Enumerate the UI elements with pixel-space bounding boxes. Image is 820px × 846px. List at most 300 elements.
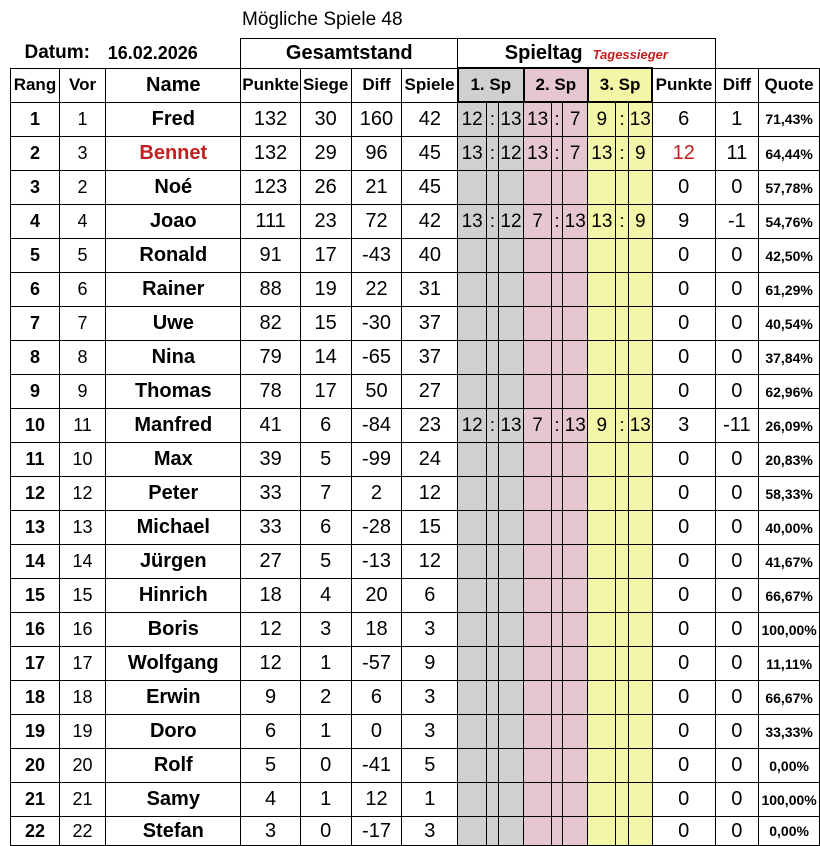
tag-diff-cell: 0	[715, 239, 759, 273]
game3-colon	[616, 477, 628, 511]
tag-punkte-cell: 0	[652, 817, 715, 846]
rang-cell: 17	[11, 647, 60, 681]
quote-cell: 0,00%	[759, 749, 820, 783]
quote-cell: 66,67%	[759, 579, 820, 613]
game1-score-opp: 12	[498, 205, 524, 239]
tag-punkte-cell: 12	[652, 137, 715, 171]
table-row	[11, 715, 820, 749]
tag-diff-cell: 0	[715, 375, 759, 409]
game2-score-opp	[563, 783, 588, 817]
rang-cell: 14	[11, 545, 60, 579]
vor-cell: 14	[59, 545, 105, 579]
game1-score-opp	[498, 341, 524, 375]
player-name: Rolf	[106, 749, 241, 783]
spiele-cell: 27	[402, 375, 458, 409]
diff-cell: 21	[351, 171, 402, 205]
tag-punkte-cell: 0	[652, 715, 715, 749]
vor-cell: 7	[59, 307, 105, 341]
game3-colon: :	[616, 205, 628, 239]
game1-colon	[487, 171, 498, 205]
tag-punkte-cell: 0	[652, 647, 715, 681]
game2-score-opp: 13	[563, 205, 588, 239]
game1-score-opp	[498, 817, 524, 846]
game1-colon	[487, 545, 498, 579]
table-row	[11, 409, 820, 443]
player-name: Max	[106, 443, 241, 477]
game2-colon: :	[551, 137, 562, 171]
diff-cell: -41	[351, 749, 402, 783]
game1-score-own	[458, 341, 487, 375]
tag-punkte-cell: 0	[652, 579, 715, 613]
tag-diff-cell: 0	[715, 511, 759, 545]
game1-colon	[487, 647, 498, 681]
game1-colon	[487, 477, 498, 511]
game2-score-own	[524, 545, 551, 579]
vor-cell: 12	[59, 477, 105, 511]
game3-score-own: 13	[588, 137, 616, 171]
game2-score-opp	[563, 715, 588, 749]
rang-cell: 4	[11, 205, 60, 239]
game3-score-own: 13	[588, 205, 616, 239]
vor-cell: 9	[59, 375, 105, 409]
tag-punkte-cell: 0	[652, 239, 715, 273]
spiele-cell: 45	[402, 137, 458, 171]
tag-diff-cell: 0	[715, 579, 759, 613]
punkte-cell: 111	[241, 205, 300, 239]
sheet-title: Mögliche Spiele 48	[242, 9, 403, 30]
tag-punkte-cell: 0	[652, 783, 715, 817]
game1-score-own	[458, 307, 487, 341]
siege-cell: 30	[300, 102, 351, 137]
game3-score-own	[588, 613, 616, 647]
punkte-cell: 132	[241, 137, 300, 171]
game1-score-opp	[498, 171, 524, 205]
game2-score-own	[524, 715, 551, 749]
game3-score-opp	[628, 783, 652, 817]
tag-punkte-cell: 9	[652, 205, 715, 239]
tag-punkte-cell: 0	[652, 749, 715, 783]
quote-cell: 71,43%	[759, 102, 820, 137]
game3-score-own	[588, 273, 616, 307]
quote-cell: 100,00%	[759, 783, 820, 817]
punkte-cell: 6	[241, 715, 300, 749]
game3-colon	[616, 613, 628, 647]
punkte-cell: 91	[241, 239, 300, 273]
tag-punkte-cell: 0	[652, 613, 715, 647]
game1-score-own	[458, 545, 487, 579]
game2-score-opp	[563, 579, 588, 613]
game3-score-own	[588, 171, 616, 205]
table-row	[11, 443, 820, 477]
spiele-cell: 15	[402, 511, 458, 545]
diff-cell: 22	[351, 273, 402, 307]
game1-score-own	[458, 817, 487, 846]
table-row	[11, 613, 820, 647]
game3-score-own	[588, 579, 616, 613]
game3-score-opp	[628, 715, 652, 749]
table-row	[11, 273, 820, 307]
game3-score-opp	[628, 307, 652, 341]
game2-colon	[551, 545, 562, 579]
spiele-cell: 45	[402, 171, 458, 205]
game1-score-own	[458, 273, 487, 307]
game2-colon	[551, 511, 562, 545]
spieltag-label: Spieltag	[504, 41, 583, 64]
diff-cell: 18	[351, 613, 402, 647]
tag-punkte-cell: 0	[652, 681, 715, 715]
punkte-cell: 39	[241, 443, 300, 477]
game3-score-own	[588, 307, 616, 341]
game3-colon	[616, 239, 628, 273]
quote-cell: 0,00%	[759, 817, 820, 846]
game2-colon	[551, 715, 562, 749]
tag-diff-cell: -11	[715, 409, 759, 443]
tag-diff-cell: 0	[715, 443, 759, 477]
game1-colon	[487, 817, 498, 846]
table-row	[11, 579, 820, 613]
game3-score-opp	[628, 681, 652, 715]
player-name: Thomas	[106, 375, 241, 409]
game3-colon	[616, 715, 628, 749]
game2-score-own	[524, 443, 551, 477]
spiele-cell: 37	[402, 341, 458, 375]
game2-score-own	[524, 579, 551, 613]
quote-cell: 37,84%	[759, 341, 820, 375]
vor-cell: 20	[59, 749, 105, 783]
diff-cell: -65	[351, 341, 402, 375]
game2-score-own	[524, 613, 551, 647]
game2-score-opp	[563, 239, 588, 273]
game2-colon	[551, 613, 562, 647]
game2-colon	[551, 239, 562, 273]
spiele-cell: 3	[402, 681, 458, 715]
spieltag-header	[458, 39, 715, 69]
game1-score-own: 13	[458, 205, 487, 239]
quote-cell: 40,00%	[759, 511, 820, 545]
player-name: Peter	[106, 477, 241, 511]
table-row	[11, 171, 820, 205]
spiele-cell: 37	[402, 307, 458, 341]
game2-score-own	[524, 749, 551, 783]
quote-cell: 40,54%	[759, 307, 820, 341]
game1-score-own	[458, 749, 487, 783]
game2-colon	[551, 477, 562, 511]
game2-score-own: 7	[524, 409, 551, 443]
diff-cell: 0	[351, 715, 402, 749]
player-name: Stefan	[106, 817, 241, 846]
game1-score-opp	[498, 749, 524, 783]
game2-score-opp	[563, 341, 588, 375]
game3-score-opp	[628, 545, 652, 579]
tag-punkte-cell: 0	[652, 341, 715, 375]
game1-score-own	[458, 647, 487, 681]
rang-cell: 5	[11, 239, 60, 273]
game2-score-own	[524, 375, 551, 409]
player-name: Fred	[106, 102, 241, 137]
player-name: Manfred	[106, 409, 241, 443]
player-name: Uwe	[106, 307, 241, 341]
punkte-cell: 82	[241, 307, 300, 341]
quote-cell: 57,78%	[759, 171, 820, 205]
quote-cell: 62,96%	[759, 375, 820, 409]
game3-score-opp	[628, 239, 652, 273]
quote-cell: 54,76%	[759, 205, 820, 239]
game3-colon	[616, 171, 628, 205]
game2-score-opp	[563, 375, 588, 409]
player-name: Bennet	[106, 137, 241, 171]
punkte-cell: 88	[241, 273, 300, 307]
vor-cell: 18	[59, 681, 105, 715]
game1-colon	[487, 681, 498, 715]
table-row	[11, 239, 820, 273]
diff-cell: -57	[351, 647, 402, 681]
vor-cell: 5	[59, 239, 105, 273]
punkte-cell: 132	[241, 102, 300, 137]
diff-cell: -43	[351, 239, 402, 273]
game1-score-own	[458, 443, 487, 477]
diff-cell: 12	[351, 783, 402, 817]
vor-cell: 8	[59, 341, 105, 375]
player-name: Jürgen	[106, 545, 241, 579]
game1-score-opp	[498, 273, 524, 307]
game2-score-own	[524, 783, 551, 817]
vor-cell: 16	[59, 613, 105, 647]
game3-score-opp	[628, 273, 652, 307]
header-quote: Quote	[759, 68, 820, 102]
player-name: Erwin	[106, 681, 241, 715]
punkte-cell: 27	[241, 545, 300, 579]
diff-cell: -17	[351, 817, 402, 846]
game3-colon	[616, 341, 628, 375]
game3-colon	[616, 511, 628, 545]
vor-cell: 6	[59, 273, 105, 307]
rang-cell: 22	[11, 817, 60, 846]
game3-score-opp	[628, 341, 652, 375]
header-name: Name	[106, 68, 241, 102]
game1-score-own	[458, 171, 487, 205]
game2-colon	[551, 749, 562, 783]
datum-value: 16.02.2026	[107, 42, 198, 63]
tag-diff-cell: 0	[715, 783, 759, 817]
game1-colon	[487, 443, 498, 477]
game2-score-own	[524, 681, 551, 715]
punkte-cell: 33	[241, 477, 300, 511]
game3-score-opp	[628, 443, 652, 477]
game1-score-opp	[498, 239, 524, 273]
punkte-cell: 12	[241, 647, 300, 681]
siege-cell: 0	[300, 749, 351, 783]
siege-cell: 26	[300, 171, 351, 205]
game2-score-opp	[563, 511, 588, 545]
header-sp3: 3. Sp	[588, 68, 653, 102]
tag-diff-cell: 0	[715, 681, 759, 715]
quote-cell: 26,09%	[759, 409, 820, 443]
game1-score-opp: 13	[498, 102, 524, 137]
vor-cell: 21	[59, 783, 105, 817]
diff-cell: -99	[351, 443, 402, 477]
tag-punkte-cell: 0	[652, 307, 715, 341]
siege-cell: 1	[300, 783, 351, 817]
game1-score-own	[458, 783, 487, 817]
game2-score-opp	[563, 613, 588, 647]
tag-diff-cell: 11	[715, 137, 759, 171]
vor-cell: 17	[59, 647, 105, 681]
siege-cell: 5	[300, 443, 351, 477]
game2-score-opp	[563, 647, 588, 681]
punkte-cell: 18	[241, 579, 300, 613]
game3-score-own	[588, 783, 616, 817]
game1-score-opp	[498, 613, 524, 647]
player-name: Wolfgang	[106, 647, 241, 681]
game2-score-own	[524, 273, 551, 307]
game3-score-own	[588, 749, 616, 783]
game1-score-opp	[498, 579, 524, 613]
game1-score-own	[458, 239, 487, 273]
siege-cell: 15	[300, 307, 351, 341]
game3-score-own	[588, 511, 616, 545]
game2-score-own: 13	[524, 102, 551, 137]
game2-colon	[551, 273, 562, 307]
game3-score-own: 9	[588, 102, 616, 137]
game1-score-opp	[498, 307, 524, 341]
game1-colon	[487, 307, 498, 341]
table-row	[11, 511, 820, 545]
tag-punkte-cell: 0	[652, 545, 715, 579]
game3-score-opp: 13	[628, 409, 652, 443]
game3-score-own	[588, 477, 616, 511]
rang-cell: 16	[11, 613, 60, 647]
tag-punkte-cell: 0	[652, 477, 715, 511]
quote-cell: 58,33%	[759, 477, 820, 511]
game2-colon	[551, 783, 562, 817]
game2-colon: :	[551, 205, 562, 239]
game2-score-opp	[563, 171, 588, 205]
game3-score-own	[588, 715, 616, 749]
quote-cell: 11,11%	[759, 647, 820, 681]
game3-score-own: 9	[588, 409, 616, 443]
game3-score-opp	[628, 375, 652, 409]
player-name: Samy	[106, 783, 241, 817]
game3-score-own	[588, 647, 616, 681]
tag-diff-cell: 0	[715, 817, 759, 846]
tag-punkte-cell: 0	[652, 443, 715, 477]
game2-colon	[551, 681, 562, 715]
spiele-cell: 24	[402, 443, 458, 477]
tag-diff-cell: 0	[715, 307, 759, 341]
rang-cell: 18	[11, 681, 60, 715]
diff-cell: 50	[351, 375, 402, 409]
game1-colon	[487, 749, 498, 783]
siege-cell: 2	[300, 681, 351, 715]
tagessieger-label: Tagessieger	[592, 46, 668, 62]
rang-cell: 11	[11, 443, 60, 477]
table-row	[11, 477, 820, 511]
game3-score-opp	[628, 817, 652, 846]
vor-cell: 1	[59, 102, 105, 137]
game3-score-own	[588, 817, 616, 846]
game1-colon	[487, 239, 498, 273]
spiele-cell: 12	[402, 477, 458, 511]
spiele-cell: 3	[402, 613, 458, 647]
vor-cell: 4	[59, 205, 105, 239]
game1-score-own	[458, 375, 487, 409]
table-row	[11, 375, 820, 409]
rang-cell: 10	[11, 409, 60, 443]
game1-colon	[487, 341, 498, 375]
game3-colon	[616, 375, 628, 409]
siege-cell: 1	[300, 647, 351, 681]
table-row	[11, 545, 820, 579]
tag-diff-cell: -1	[715, 205, 759, 239]
tag-punkte-cell: 0	[652, 171, 715, 205]
game3-score-own	[588, 681, 616, 715]
game3-colon	[616, 545, 628, 579]
table-row	[11, 681, 820, 715]
diff-cell: 96	[351, 137, 402, 171]
rang-cell: 7	[11, 307, 60, 341]
player-name: Boris	[106, 613, 241, 647]
game2-colon	[551, 579, 562, 613]
table-row	[11, 749, 820, 783]
game1-score-opp	[498, 443, 524, 477]
diff-cell: -30	[351, 307, 402, 341]
game3-colon: :	[616, 102, 628, 137]
game2-score-own	[524, 341, 551, 375]
game1-colon: :	[487, 137, 498, 171]
header-sp1: 1. Sp	[458, 68, 524, 102]
player-name: Noé	[106, 171, 241, 205]
game2-score-opp	[563, 477, 588, 511]
spiele-cell: 42	[402, 205, 458, 239]
table-row	[11, 341, 820, 375]
siege-cell: 29	[300, 137, 351, 171]
siege-cell: 17	[300, 239, 351, 273]
vor-cell: 10	[59, 443, 105, 477]
game2-score-own: 7	[524, 205, 551, 239]
vor-cell: 2	[59, 171, 105, 205]
header-rang: Rang	[11, 68, 60, 102]
game3-score-opp: 13	[628, 102, 652, 137]
game1-colon	[487, 511, 498, 545]
game3-colon	[616, 783, 628, 817]
tag-diff-cell: 0	[715, 171, 759, 205]
game1-score-own: 12	[458, 409, 487, 443]
game1-score-own	[458, 715, 487, 749]
player-name: Michael	[106, 511, 241, 545]
rang-cell: 12	[11, 477, 60, 511]
game2-score-opp	[563, 749, 588, 783]
tag-diff-cell: 0	[715, 273, 759, 307]
player-name: Joao	[106, 205, 241, 239]
game2-score-opp: 13	[563, 409, 588, 443]
table-row	[11, 783, 820, 817]
table-row	[11, 647, 820, 681]
game3-score-own	[588, 443, 616, 477]
tag-punkte-cell: 0	[652, 273, 715, 307]
game3-score-opp: 9	[628, 137, 652, 171]
game2-score-opp	[563, 817, 588, 846]
game1-score-opp	[498, 647, 524, 681]
vor-cell: 19	[59, 715, 105, 749]
game3-colon: :	[616, 409, 628, 443]
diff-cell: 160	[351, 102, 402, 137]
header-tag-punkte: Punkte	[652, 68, 715, 102]
game1-score-opp: 13	[498, 409, 524, 443]
table-row	[11, 307, 820, 341]
game3-score-own	[588, 341, 616, 375]
game1-score-own	[458, 579, 487, 613]
game2-colon	[551, 443, 562, 477]
